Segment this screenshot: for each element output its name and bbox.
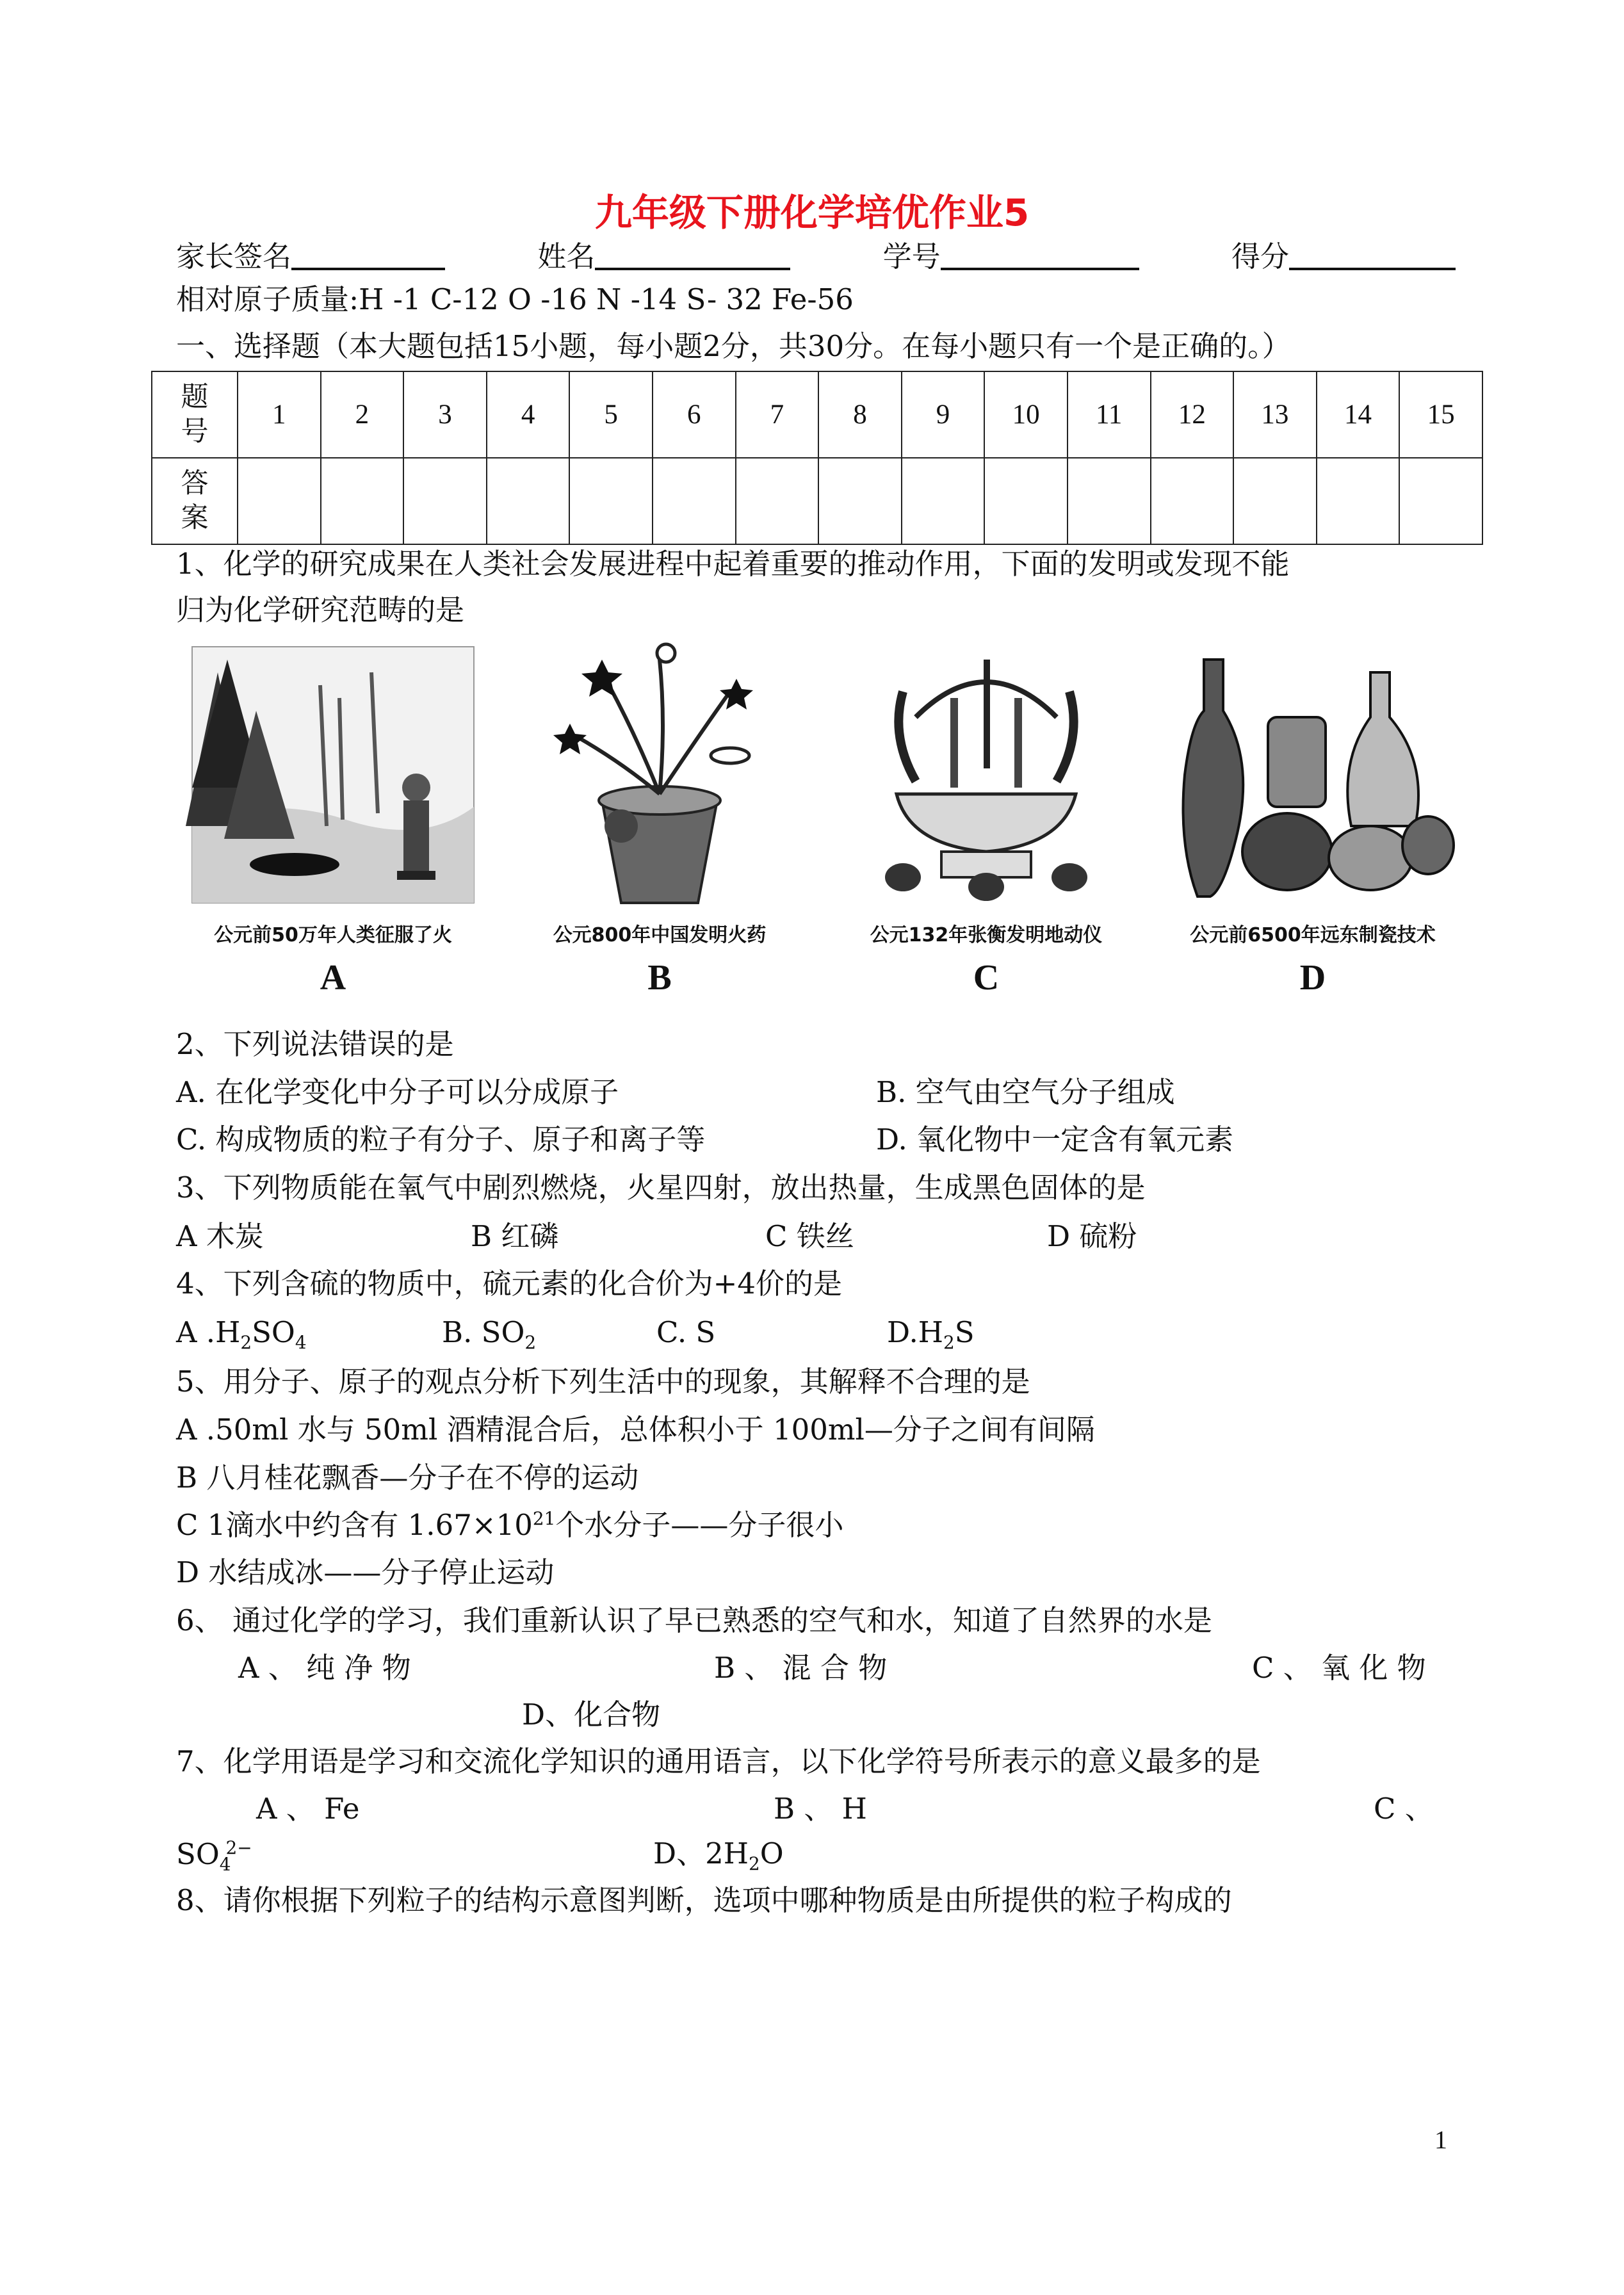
- answer-cell[interactable]: [1233, 458, 1317, 544]
- q7-option-b: B 、 H: [774, 1792, 867, 1826]
- figure-a-caption: 公元前50万年人类征服了火: [214, 924, 452, 946]
- q5-option-a: A .50ml 水与 50ml 酒精混合后，总体积小于 100ml—分子之间有间隔: [176, 1413, 1095, 1447]
- q6-option-c: C 、 氧 化 物: [1252, 1651, 1426, 1685]
- q3-option-c: C 铁丝: [765, 1219, 854, 1253]
- figure-a-letter: A: [320, 958, 346, 998]
- parent-sign-blank[interactable]: [291, 238, 445, 270]
- score-blank[interactable]: [1289, 238, 1456, 270]
- figure-c-caption: 公元132年张衡发明地动仪: [870, 924, 1103, 946]
- q1-stem-line2: 归为化学研究范畴的是: [176, 593, 465, 627]
- q6-option-d: D、化合物: [522, 1698, 661, 1731]
- answer-cell[interactable]: [487, 458, 570, 544]
- answer-cell[interactable]: [1151, 458, 1234, 544]
- figure-c: [832, 634, 1140, 1012]
- q7-stem: 7、化学用语是学习和交流化学知识的通用语言，以下化学符号所表示的意义最多的是: [176, 1744, 1261, 1778]
- q7-option-d: D、$2H_2O$: [653, 1837, 784, 1874]
- q6-option-a: A 、 纯 净 物: [238, 1651, 411, 1685]
- q4-option-b: B. $SO_2$: [442, 1315, 537, 1353]
- q5-stem: 5、用分子、原子的观点分析下列生活中的现象，其解释不合理的是: [176, 1365, 1030, 1399]
- figure-d-caption: 公元前6500年远东制瓷技术: [1190, 924, 1436, 946]
- q7-option-a: A 、 Fe: [256, 1792, 360, 1826]
- question-number: 8: [818, 371, 902, 458]
- q2-option-a: A. 在化学变化中分子可以分成原子: [176, 1075, 619, 1109]
- question-number: 5: [569, 371, 653, 458]
- figure-d: [1159, 634, 1466, 1012]
- question-number: 11: [1068, 371, 1151, 458]
- question-number: 6: [653, 371, 736, 458]
- question-number: 4: [487, 371, 570, 458]
- question-number: 3: [403, 371, 487, 458]
- q2-option-d: D. 氧化物中一定含有氧元素: [876, 1123, 1234, 1156]
- question-number: 15: [1399, 371, 1482, 458]
- answer-cell[interactable]: [1068, 458, 1151, 544]
- q1-stem-line1: 1、化学的研究成果在人类社会发展进程中起着重要的推动作用，下面的发明或发现不能: [176, 547, 1290, 581]
- porcelain-illustration: [1159, 634, 1466, 916]
- answer-cell[interactable]: [984, 458, 1068, 544]
- figure-b-caption: 公元800年中国发明火药: [553, 924, 767, 946]
- answer-table: [151, 371, 1483, 545]
- section-one-heading: 一、选择题（本大题包括15小题，每小题2分，共30分。在每小题只有一个是正确的。）: [176, 329, 1291, 363]
- score-label: 得分: [1231, 239, 1289, 273]
- name-label: 姓名: [537, 239, 596, 273]
- answer-cell[interactable]: [238, 458, 321, 544]
- question-number: 7: [736, 371, 819, 458]
- q4-option-c: C. S: [656, 1315, 716, 1349]
- q6-stem: 6、 通过化学的学习，我们重新认识了早已熟悉的空气和水，知道了自然界的水是: [176, 1603, 1212, 1637]
- id-label: 学号: [882, 239, 941, 273]
- answer-cell[interactable]: [1399, 458, 1482, 544]
- answer-cell[interactable]: [403, 458, 487, 544]
- q4-option-a: A $.H_2SO_4$: [176, 1315, 307, 1353]
- answer-table-number-row: [152, 371, 1482, 458]
- parent-sign-label: 家长签名: [176, 239, 292, 273]
- q7-option-c: C 、: [1374, 1792, 1434, 1826]
- answer-cell[interactable]: [818, 458, 902, 544]
- q2-option-b: B. 空气由空气分子组成: [876, 1075, 1175, 1109]
- q3-stem: 3、下列物质能在氧气中剧烈燃烧，火星四射，放出热量，生成黑色固体的是: [176, 1171, 1146, 1204]
- answer-cell[interactable]: [1317, 458, 1400, 544]
- q5-option-c: C 1滴水中约含有 $1.67\times 10^{21}$个水分子——分子很小: [176, 1508, 844, 1542]
- figure-b: [506, 634, 813, 1012]
- q3-option-d: D 硫粉: [1047, 1219, 1137, 1253]
- question-number: 9: [902, 371, 985, 458]
- figure-a: [179, 634, 487, 1012]
- question-number: 13: [1233, 371, 1317, 458]
- question-number: 12: [1151, 371, 1234, 458]
- seismograph-illustration: [832, 634, 1140, 916]
- fire-scene-illustration: [179, 634, 487, 916]
- question-number: 14: [1317, 371, 1400, 458]
- answer-cell[interactable]: [736, 458, 819, 544]
- question-number: 10: [984, 371, 1068, 458]
- q4-stem: 4、下列含硫的物质中，硫元素的化合价为+4价的是: [176, 1267, 842, 1301]
- answer-table-answer-row: [152, 458, 1482, 544]
- q7-option-c-formula: $SO_4^{2-}$: [176, 1837, 252, 1875]
- q5-option-b: B 八月桂花飘香—分子在不停的运动: [176, 1461, 639, 1495]
- page-number: 1: [1434, 2125, 1447, 2154]
- q5-option-d: D 水结成冰——分子停止运动: [176, 1555, 555, 1589]
- q3-option-a: A 木炭: [176, 1219, 264, 1253]
- answer-cell[interactable]: [321, 458, 404, 544]
- answer-header: 答 案: [152, 458, 238, 544]
- question-number: 2: [321, 371, 404, 458]
- id-blank[interactable]: [941, 238, 1139, 270]
- fireworks-illustration: [506, 634, 813, 916]
- q2-option-c: C. 构成物质的粒子有分子、原子和离子等: [176, 1123, 706, 1156]
- figure-c-letter: C: [973, 958, 1000, 998]
- name-blank[interactable]: [595, 238, 790, 270]
- q6-option-b: B 、 混 合 物: [714, 1651, 888, 1685]
- answer-cell[interactable]: [569, 458, 653, 544]
- figure-d-letter: D: [1299, 958, 1326, 998]
- answer-cell[interactable]: [902, 458, 985, 544]
- header-fields: [176, 238, 1456, 271]
- answer-cell[interactable]: [653, 458, 736, 544]
- number-header: 题 号: [152, 371, 238, 458]
- q3-option-b: B 红磷: [471, 1219, 559, 1253]
- q8-stem: 8、请你根据下列粒子的结构示意图判断，选项中哪种物质是由所提供的粒子构成的: [176, 1883, 1232, 1917]
- page-title: 九年级下册化学培优作业5: [594, 191, 1030, 234]
- q2-stem: 2、下列说法错误的是: [176, 1027, 454, 1061]
- atomic-masses: 相对原子质量:H -1 C-12 O -16 N -14 S- 32 Fe-56: [176, 282, 854, 316]
- q4-option-d: $D.H_2S$: [887, 1315, 975, 1353]
- q1-figures: [179, 634, 1460, 1018]
- figure-b-letter: B: [647, 958, 672, 998]
- question-number: 1: [238, 371, 321, 458]
